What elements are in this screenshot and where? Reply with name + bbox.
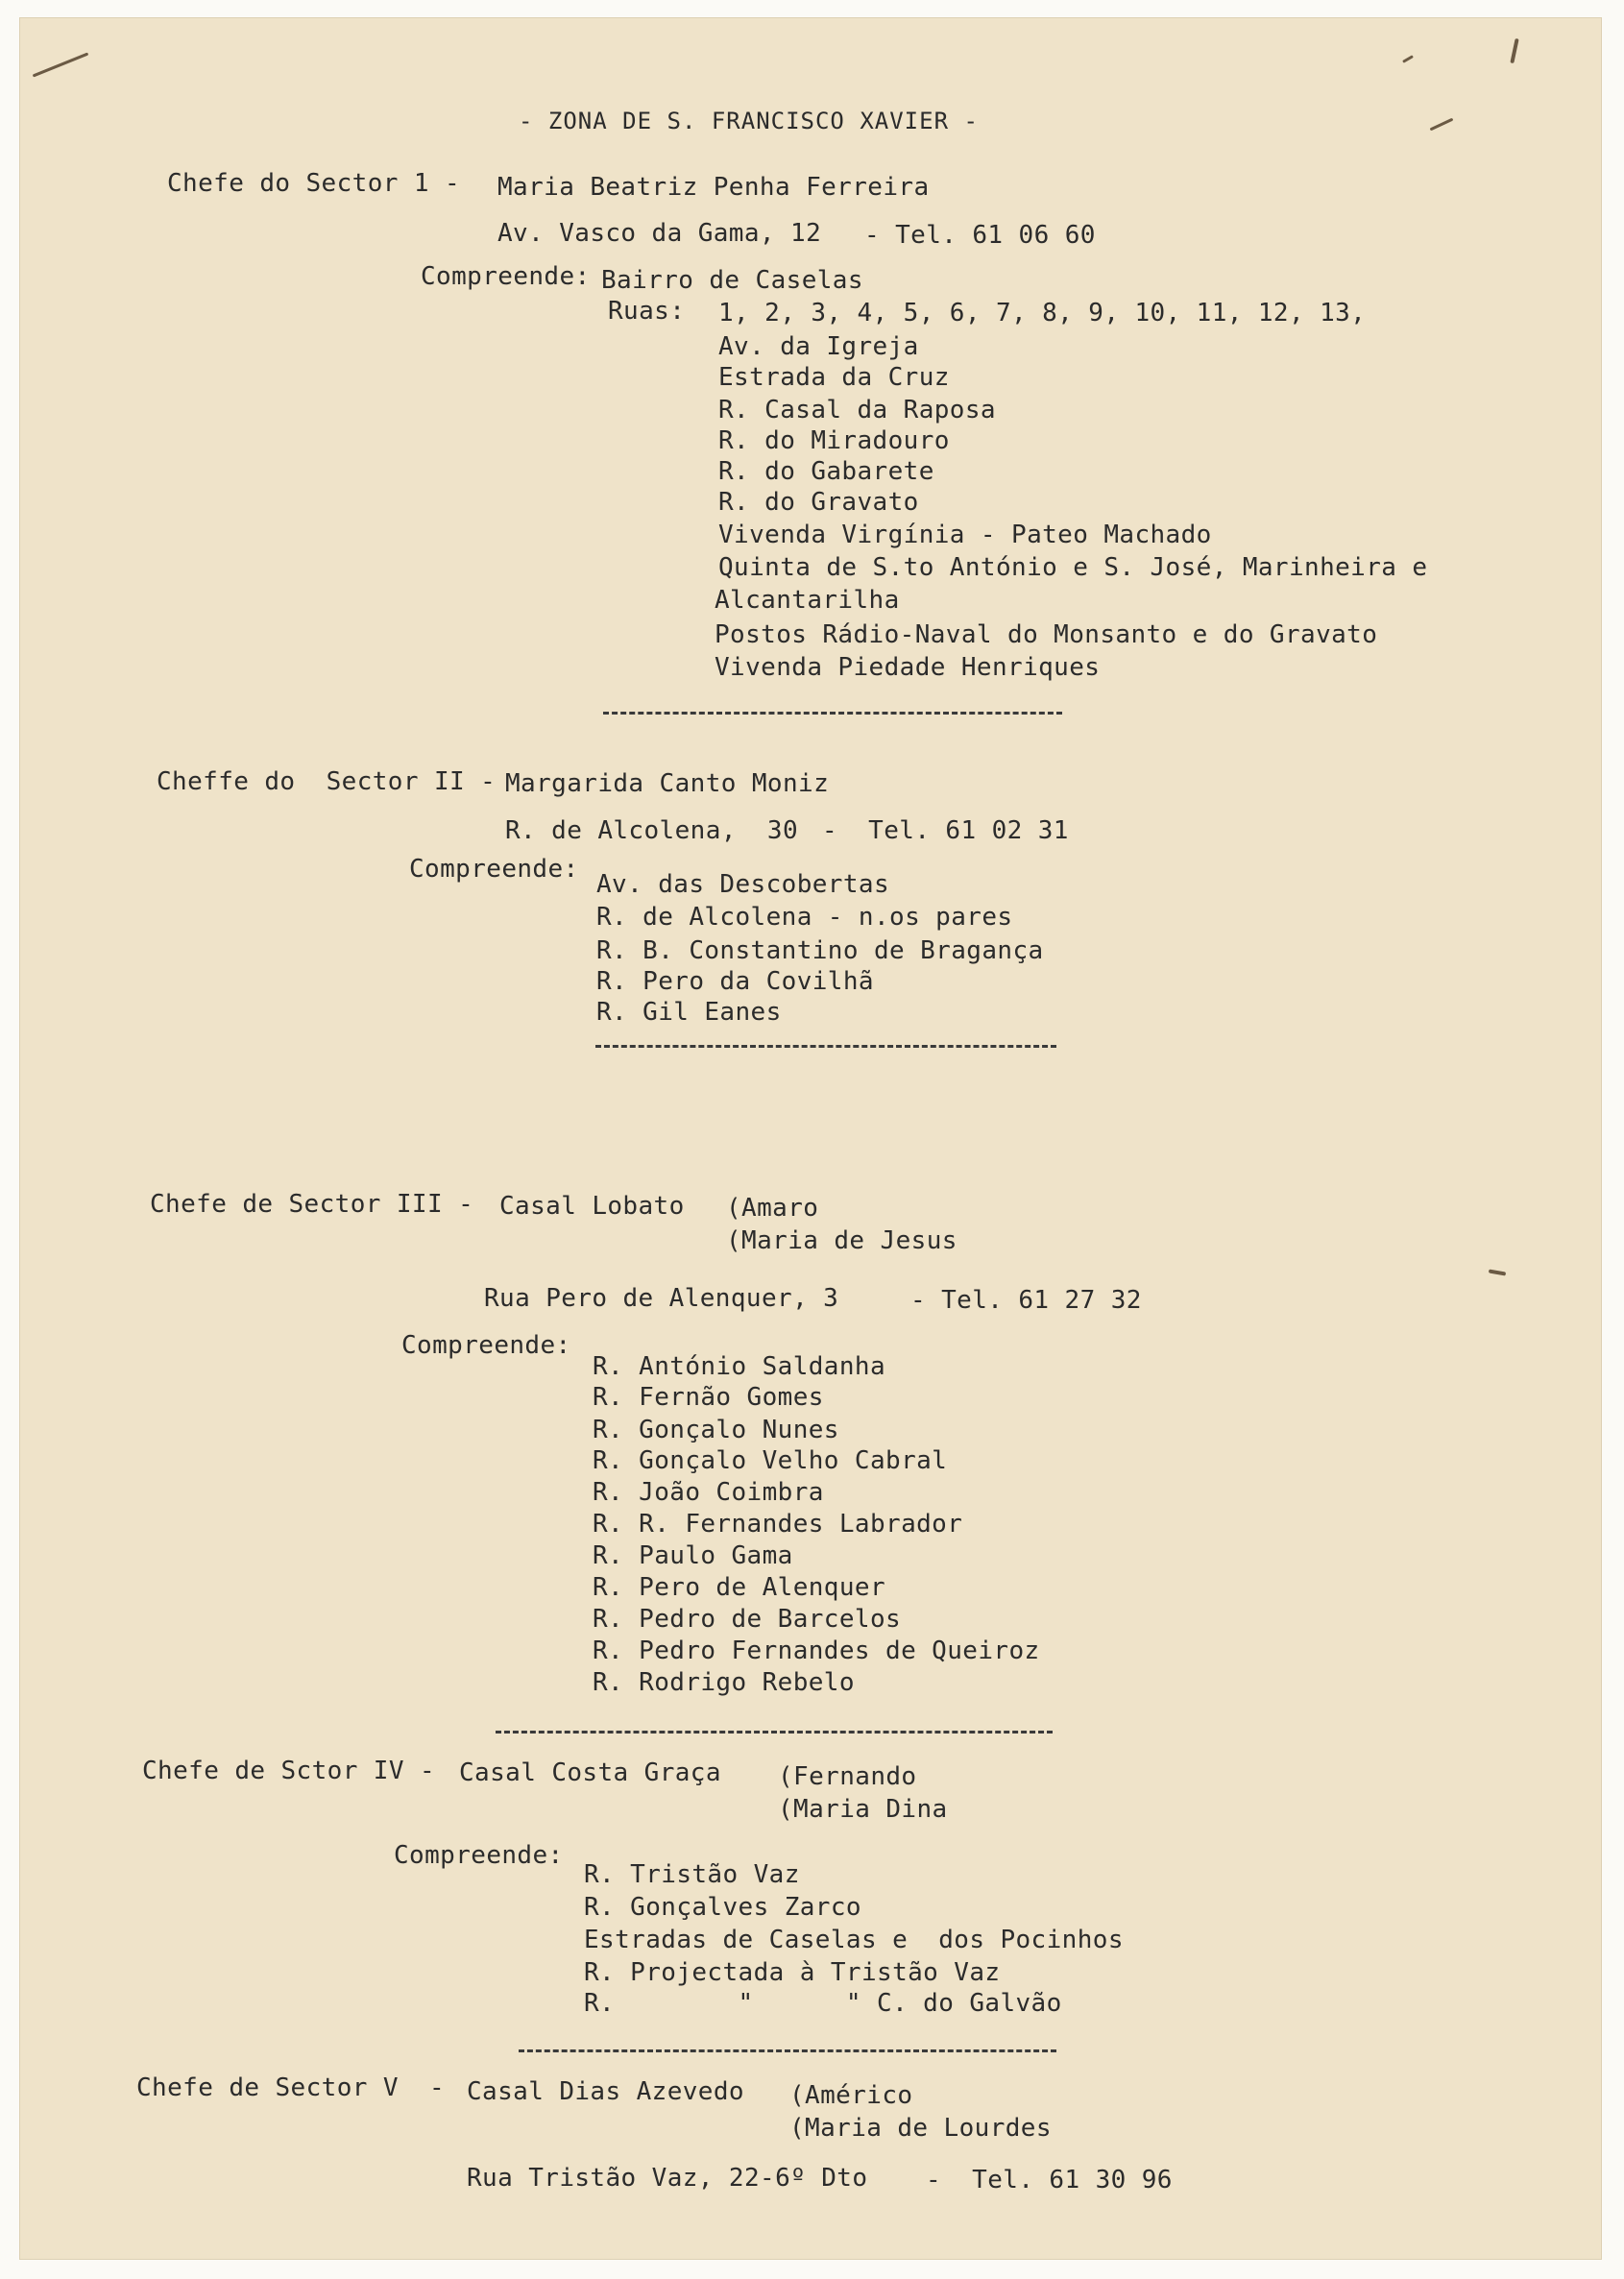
section-divider [603,712,1062,715]
sector-5-chefe-label: Chefe de Sector V - [136,2073,446,2102]
page-title: - ZONA DE S. FRANCISCO XAVIER - [519,108,979,134]
sector-1-ruas-label: Ruas: [608,297,686,326]
list-item: R. Rodrigo Rebelo [593,1668,855,1697]
list-item: R. " " C. do Galvão [584,1989,1062,2018]
pen-mark [1510,38,1518,63]
sector-2-address: R. de Alcolena, 30 [505,816,799,845]
list-item: R. Pedro Fernandes de Queiroz [593,1637,1040,1665]
list-item: R. do Gravato [718,488,919,517]
list-item: R. Pedro de Barcelos [593,1605,902,1634]
sector-2-compreende-label: Compreende: [409,855,579,884]
section-divider [595,1045,1056,1048]
list-item: R. Pero de Alenquer [593,1573,886,1602]
sector-4-chefe-name: Casal Costa Graça [459,1758,721,1787]
list-item: Quinta de S.to António e S. José, Marinheira e [718,553,1428,582]
sector-2-tel: - Tel. 61 02 31 [822,816,1069,845]
sector-5-address: Rua Tristão Vaz, 22-6º Dto [467,2164,868,2193]
list-item: R. Gonçalo Velho Cabral [593,1446,948,1475]
sector-1-compreende-first: Bairro de Caselas [601,266,863,295]
sector-3-person-1: (Amaro [726,1194,819,1223]
sector-3-tel: - Tel. 61 27 32 [910,1286,1142,1315]
list-item: R. B. Constantino de Bragança [596,936,1044,965]
section-divider [496,1731,1053,1733]
document-sheet [19,17,1602,2260]
list-item: Av. da Igreja [718,332,919,361]
list-item: Postos Rádio-Naval do Monsanto e do Gravato [715,620,1378,649]
list-item: Vivenda Virgínia - Pateo Machado [718,521,1212,549]
list-item: R. R. Fernandes Labrador [593,1510,963,1539]
list-item: R. João Coimbra [593,1478,824,1507]
list-item: Estrada da Cruz [718,363,950,392]
list-item: R. Gonçalo Nunes [593,1416,839,1444]
sector-1-address: Av. Vasco da Gama, 12 [497,219,822,248]
list-item: R. Casal da Raposa [718,396,996,424]
sector-3-address: Rua Pero de Alenquer, 3 [484,1284,839,1313]
sector-4-person-2: (Maria Dina [778,1795,948,1824]
pen-mark [1402,55,1414,63]
pen-mark [1489,1269,1506,1275]
list-item: R. Paulo Gama [593,1541,793,1570]
sector-3-compreende-label: Compreende: [401,1331,571,1360]
sector-4-chefe-label: Chefe de Sctor IV - [142,1757,436,1785]
sector-3-person-2: (Maria de Jesus [726,1226,957,1255]
list-item: R. Fernão Gomes [593,1383,824,1412]
list-item: R. Gil Eanes [596,998,782,1027]
list-item: Estradas de Caselas e dos Pocinhos [584,1926,1124,1954]
list-item: 1, 2, 3, 4, 5, 6, 7, 8, 9, 10, 11, 12, 13, [718,299,1367,327]
list-item: R. Gonçalves Zarco [584,1893,861,1922]
list-item: R. do Gabarete [718,457,934,486]
list-item: R. de Alcolena - n.os pares [596,903,1013,932]
sector-4-person-1: (Fernando [778,1762,917,1791]
sector-5-tel: - Tel. 61 30 96 [926,2166,1173,2194]
sector-5-person-2: (Maria de Lourdes [789,2114,1052,2143]
list-item: R. Pero da Covilhã [596,967,874,996]
section-divider [519,2049,1056,2052]
sector-1-chefe-name: Maria Beatriz Penha Ferreira [497,173,930,202]
pen-mark [33,52,89,77]
list-item: Vivenda Piedade Henriques [715,653,1101,682]
sector-2-chefe-label: Cheffe do Sector II - [157,767,497,796]
list-item: R. Projectada à Tristão Vaz [584,1958,1001,1987]
list-item: R. António Saldanha [593,1352,886,1381]
sector-3-chefe-label: Chefe de Sector III - [150,1190,474,1219]
sector-1-chefe-label: Chefe do Sector 1 - [167,169,461,198]
list-item: R. Tristão Vaz [584,1860,800,1889]
sector-1-tel: - Tel. 61 06 60 [864,221,1096,250]
sector-3-chefe-name: Casal Lobato [499,1192,685,1221]
list-item: R. do Miradouro [718,426,950,455]
sector-4-compreende-label: Compreende: [394,1841,564,1870]
list-item: Av. das Descobertas [596,870,890,899]
pen-mark [1430,118,1454,132]
sector-1-compreende-label: Compreende: [421,262,591,291]
sector-2-chefe-name: Margarida Canto Moniz [505,769,830,798]
sector-5-chefe-name: Casal Dias Azevedo [467,2077,744,2106]
sector-5-person-1: (Américo [789,2081,913,2110]
list-item: Alcantarilha [715,586,900,615]
